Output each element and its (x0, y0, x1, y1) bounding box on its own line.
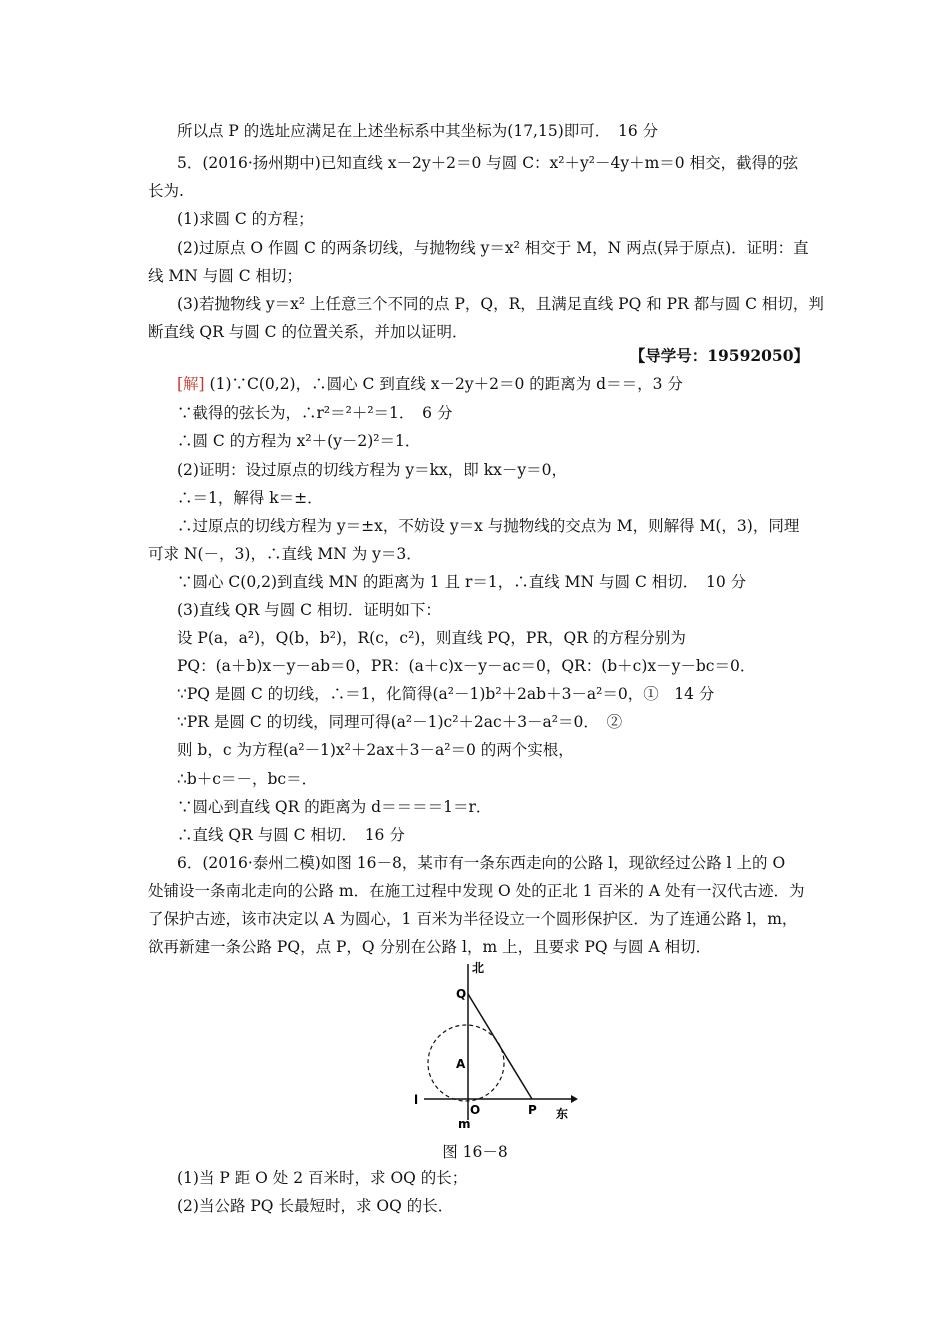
line-14: ∴过原点的切线方程为 y＝±x，不妨设 y＝x 与抛物线的交点为 M，则解得 M(，3)，同理 (177, 517, 800, 535)
label-O: O (470, 1103, 481, 1117)
line-30: (1)当 P 距 O 处 2 百米时，求 OQ 的长； (177, 1169, 468, 1187)
line-1: 所以点 P 的选址应满足在上述坐标系中其坐标为(17,15)即可． 16 分 (177, 122, 659, 140)
line-28: 了保护古迹，该市决定以 A 为圆心，1 百米为半径设立一个圆形保护区．为了连通公路 l，m， (148, 910, 798, 928)
solution-text-1: (1)∵C(0,2)，∴圆心 C 到直线 x－2y＋2＝0 的距离为 d＝＝，3 分 (209, 375, 683, 393)
label-north: 北 (472, 961, 485, 975)
label-Q: Q (456, 987, 467, 1001)
line-3: 长为. (148, 182, 184, 200)
line-17: (3)直线 QR 与圆 C 相切．证明如下： (177, 601, 441, 619)
line-4: (1)求圆 C 的方程； (177, 210, 314, 228)
daoxue-label: 【导学号：19592050】 (629, 346, 809, 365)
line-18: 设 P(a，a²)，Q(b，b²)，R(c，c²)，则直线 PQ，PR，QR 的方程分别为 (177, 629, 686, 647)
line-16: ∵圆心 C(0,2)到直线 MN 的距离为 1 且 r＝1，∴直线 MN 与圆 C 相切． 10 分 (177, 573, 747, 591)
east-arrow (571, 1095, 578, 1103)
line-24: ∵圆心到直线 QR 的距离为 d＝＝＝＝1＝r． (177, 798, 492, 816)
line-11: ∴圆 C 的方程为 x²＋(y－2)²＝1． (177, 432, 421, 450)
line-27: 处铺设一条南北走向的公路 m．在施工过程中发现 O 处的正北 1 百米的 A 处有一汉代古迹．为 (148, 882, 805, 900)
line-31: (2)当公路 PQ 长最短时，求 OQ 的长． (177, 1197, 454, 1215)
label-east: 东 (556, 1107, 569, 1121)
line-2: 5．(2016·扬州期中)已知直线 x－2y＋2＝0 与圆 C：x²＋y²－4y＋m＝0 相交，截得的弦 (177, 154, 799, 172)
line-23: ∴b＋c＝－，bc＝． (177, 770, 318, 788)
figure-16-8 (408, 960, 578, 1130)
line-7: (3)若抛物线 y＝x² 上任意三个不同的点 P，Q，R，且满足直线 PQ 和 PR 都与圆 C 相切，判 (177, 295, 824, 313)
label-A: A (456, 1057, 466, 1071)
line-20: ∵PQ 是圆 C 的切线，∴＝1，化简得(a²－1)b²＋2ab＋3－a²＝0，① 14 分 (177, 685, 715, 703)
line-13: ∴＝1，解得 k＝±． (177, 489, 323, 507)
circle-A (428, 1025, 504, 1101)
line-19: PQ：(a＋b)x－y－ab＝0，PR：(a＋c)x－y－ac＝0，QR：(b＋c)x－y－bc＝0． (177, 657, 756, 675)
line-10: ∵截得的弦长为，∴r²＝²＋²＝1． 6 分 (177, 404, 453, 422)
jie-label: [解] (177, 375, 205, 393)
figure-caption: 图 16－8 (442, 1143, 508, 1161)
line-12: (2)证明：设过原点的切线方程为 y＝kx，即 kx－y＝0， (177, 461, 567, 479)
line-25: ∴直线 QR 与圆 C 相切． 16 分 (177, 826, 405, 844)
line-6: 线 MN 与圆 C 相切； (148, 267, 303, 285)
line-5: (2)过原点 O 作圆 C 的两条切线，与抛物线 y＝x² 相交于 M，N 两点(异于原点)．证明：直 (177, 239, 809, 257)
label-m: m (458, 1117, 471, 1130)
line-15: 可求 N(－，3)，∴直线 MN 为 y＝3． (148, 545, 422, 563)
line-26: 6．(2016·泰州二模)如图 16－8，某市有一条东西走向的公路 l，现欲经过公路 l 上的 O (177, 854, 786, 872)
road-PQ (468, 994, 532, 1099)
label-l: l (414, 1093, 419, 1107)
line-22: 则 b，c 为方程(a²－1)x²＋2ax＋3－a²＝0 的两个实根， (177, 741, 574, 759)
line-21: ∵PR 是圆 C 的切线，同理可得(a²－1)c²＋2ac＋3－a²＝0． ② (177, 713, 623, 731)
line-8: 断直线 QR 与圆 C 的位置关系，并加以证明． (148, 323, 468, 341)
line-29: 欲再新建一条公路 PQ，点 P，Q 分别在公路 l，m 上，且要求 PQ 与圆 A 相切． (148, 938, 712, 956)
label-P: P (528, 1103, 537, 1117)
solution-line-1 (177, 374, 683, 394)
